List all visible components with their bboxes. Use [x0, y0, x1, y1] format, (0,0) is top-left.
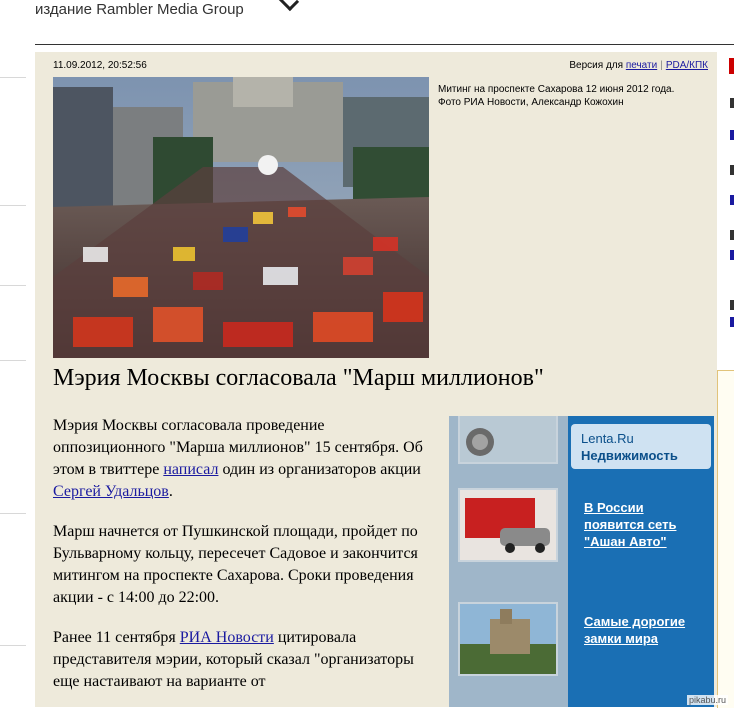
link-ria-novosti[interactable]: РИА Новости: [179, 629, 274, 646]
link-wrote[interactable]: написал: [163, 461, 219, 478]
article-headline: Мэрия Москвы согласовала "Марш миллионов": [53, 365, 544, 391]
ad-thumbnail-strip: [449, 416, 568, 707]
brand-line-2: Недвижимость: [581, 448, 678, 463]
lenta-brand-logo: [571, 424, 711, 469]
left-divider: [0, 205, 26, 206]
ad-thumbnail-car-icon: [458, 488, 558, 562]
version-links: [569, 60, 708, 71]
left-divider: [0, 513, 26, 514]
print-version-link[interactable]: печати: [625, 60, 658, 71]
paragraph-2: Марш начнется от Пушкинской площади, пройдет по Бульварному кольцу, пересечет Садовое и закончится митингом на проспекте Сахарова. Сроки проведения акции - с 14:00 до 22:00.: [53, 523, 418, 606]
left-divider: [0, 285, 26, 286]
paragraph-text: Ранее 11 сентября: [53, 629, 180, 646]
paragraph-text: цитировала представителя мэрии, который сказал "организаторы еще настаивают на варианте от: [53, 629, 414, 690]
right-text-fragment: [730, 98, 734, 108]
ad-thumbnail-lion-icon: [458, 416, 558, 464]
ad-link-auchan[interactable]: В России появится сеть "Ашан Авто": [584, 500, 677, 549]
left-divider: [0, 77, 26, 78]
left-column: [0, 45, 35, 707]
link-udaltsov[interactable]: Сергей Удальцов: [53, 483, 169, 500]
advertisement-banner[interactable]: [449, 416, 714, 707]
version-prefix: Версия для: [569, 60, 624, 71]
right-link-fragment[interactable]: [730, 317, 734, 327]
separator: |: [660, 60, 663, 71]
ad-link-castles[interactable]: Самые дорогие замки мира: [584, 614, 686, 646]
ad-thumbnail-castle-icon: [458, 602, 558, 676]
photo-caption: Митинг на проспекте Сахарова 12 июня 2012 года. Фото РИА Новости, Александр Кожохин: [438, 84, 675, 108]
publisher-label: издание Rambler Media Group: [35, 1, 244, 18]
right-text-fragment: [730, 300, 734, 310]
watermark: pikabu.ru: [688, 695, 726, 705]
right-heading-marker: [729, 58, 734, 74]
right-link-fragment[interactable]: [730, 130, 734, 140]
article-datetime: 11.09.2012, 20:52:56: [53, 60, 147, 71]
pda-version-link[interactable]: PDA/КПК: [665, 60, 708, 71]
right-sidebar-box: [717, 370, 734, 708]
brand-line-1: Lenta.Ru: [581, 431, 634, 446]
paragraph-text: .: [168, 483, 173, 500]
paragraph-text: Мэрия Москвы согласовала проведение оппозиционного "Марша миллионов" 15 сентября. Об этом в твиттере: [53, 417, 423, 478]
left-divider: [0, 360, 26, 361]
right-link-fragment[interactable]: [730, 195, 734, 205]
right-link-fragment[interactable]: [730, 250, 734, 260]
logo-mark-icon: [278, 0, 299, 11]
header-divider: [35, 44, 734, 45]
article-body: [53, 415, 425, 707]
article-photo: [53, 77, 429, 358]
left-divider: [0, 645, 26, 646]
paragraph-text: один из организаторов акции: [218, 461, 421, 478]
right-text-fragment: [730, 165, 734, 175]
paragraph-1: [53, 415, 425, 503]
right-column: [717, 45, 734, 707]
paragraph-3: [53, 627, 425, 693]
right-text-fragment: [730, 230, 734, 240]
rally-photo-image: [53, 77, 429, 358]
